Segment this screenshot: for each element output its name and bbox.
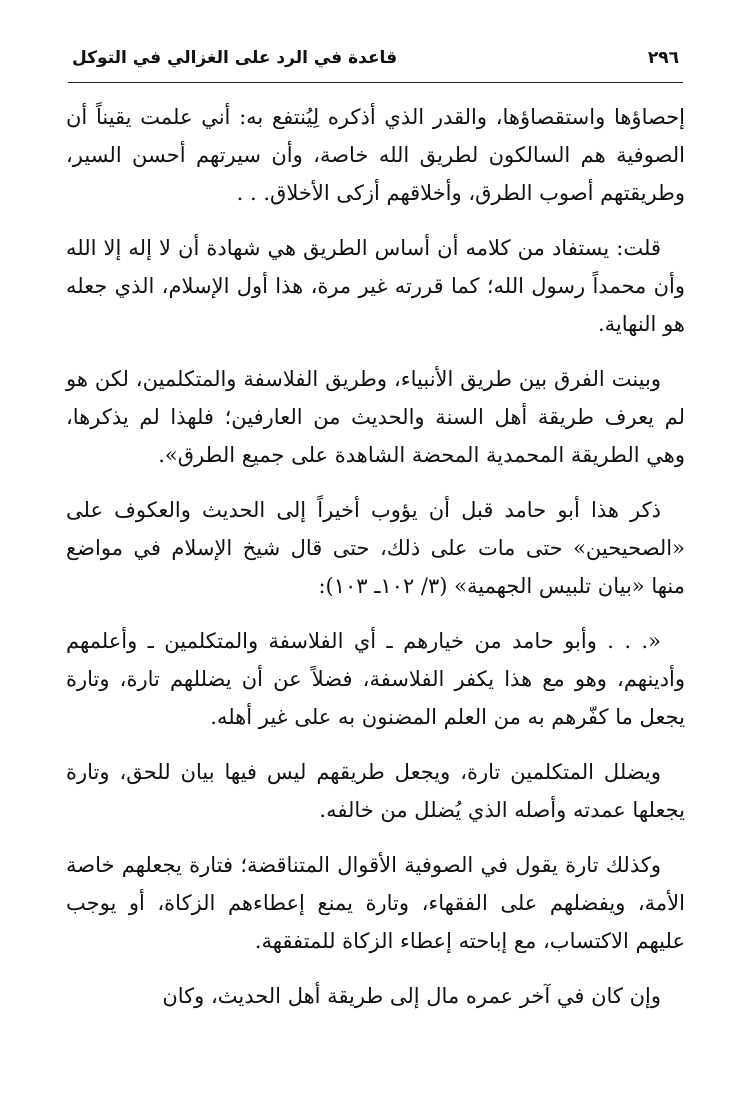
paragraph-6: ويضلل المتكلمين تارة، ويجعل طريقهم ليس فيها بيان للحق، وتارة يجعلها عمدته وأصله الذي يُضلل من خالفه. bbox=[66, 760, 685, 822]
page-number: ٢٩٦ bbox=[647, 48, 679, 68]
paragraph-8: وإن كان في آخر عمره مال إلى طريقة أهل الحديث، وكان bbox=[162, 984, 661, 1008]
page-header bbox=[68, 42, 683, 76]
paragraph-2: قلت: يستفاد من كلامه أن أساس الطريق هي شهادة أن لا إله إلا الله وأن محمداً رسول الله؛ كما قررته غير مرة، هذا أول الإسلام، الذي جعله هو النهاية. bbox=[66, 236, 685, 336]
paragraph-3: وبينت الفرق بين طريق الأنبياء، وطريق الفلاسفة والمتكلمين، لكن هو لم يعرف طريقة أهل السنة والحديث من العارفين؛ فلهذا لم يذكرها، وهي الطريقة المحمدية المحضة الشاهدة على جميع الطرق». bbox=[66, 367, 685, 467]
paragraph-4: ذكر هذا أبو حامد قبل أن يؤوب أخيراً إلى الحديث والعكوف على «الصحيحين» حتى مات على ذلك، حتى قال شيخ الإسلام في مواضع منها «بيان تلبيس الجهمية» (٣/ ١٠٢ـ ١٠٣): bbox=[66, 498, 685, 598]
header-divider bbox=[68, 82, 683, 83]
page-body bbox=[66, 98, 685, 1032]
paragraph-1: إحصاؤها واستقصاؤها، والقدر الذي أذكره لِيُنتفع به: أني علمت يقيناً أن الصوفية هم السالكون لطريق الله خاصة، وأن سيرتهم أحسن السير، وطريقتهم أصوب الطرق، وأخلاقهم أزكى الأخلاق. . . bbox=[66, 105, 685, 205]
paragraph-7: وكذلك تارة يقول في الصوفية الأقوال المتناقضة؛ فتارة يجعلهم خاصة الأمة، ويفضلهم على الفقهاء، وتارة يمنع إعطاءهم الزكاة، أو يوجب عليهم الاكتساب، مع إباحته إعطاء الزكاة للمتفقهة. bbox=[66, 853, 685, 953]
running-title: قاعدة في الرد على الغزالي في التوكل bbox=[72, 48, 398, 68]
paragraph-5-quote: «. . . وأبو حامد من خيارهم ـ أي الفلاسفة والمتكلمين ـ وأعلمهم وأدينهم، وهو مع هذا يكفر الفلاسفة، فضلاً عن أن يضللهم تارة، وتارة يجعل ما كفّرهم به من العلم المضنون به على غير أهله. bbox=[66, 629, 685, 729]
